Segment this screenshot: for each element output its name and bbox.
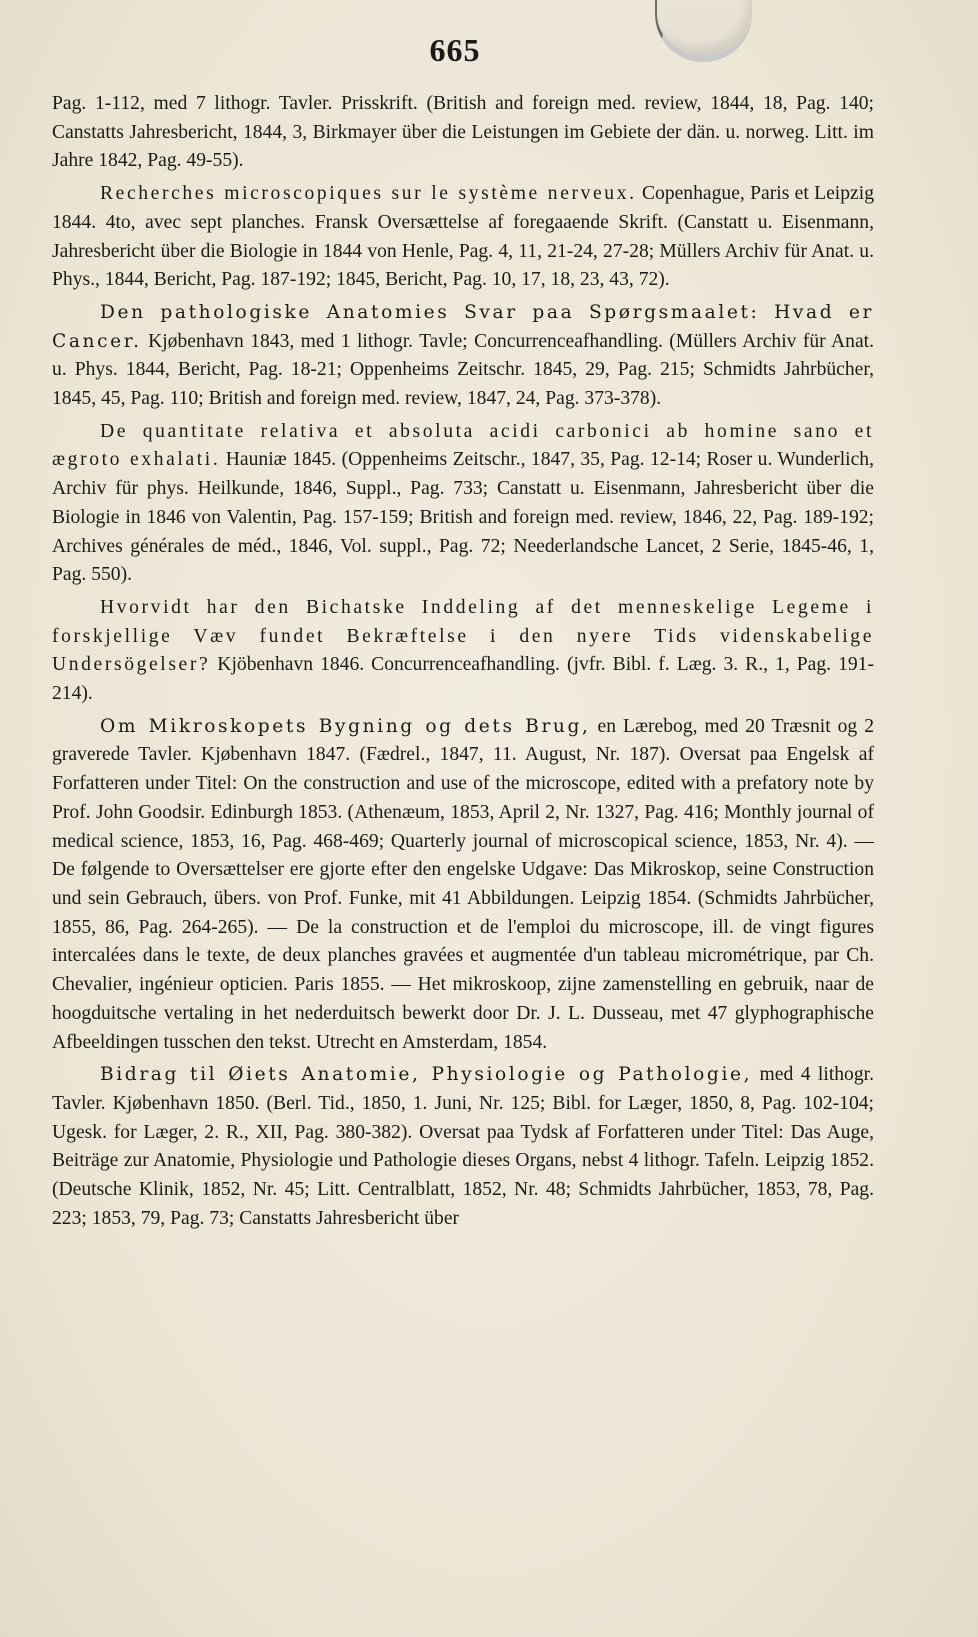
bibliography-entry bbox=[52, 1061, 874, 1233]
entry-text: med 4 lithogr. Tavler. Kjøbenhavn 1850. (Berl. Tid., 1850, 1. Juni, Nr. 125; Bibl. for Læger, 1850, 8, Pag. 102-104; Ugesk. for Læger, 2. R., XII, Pag. 380-382). Oversat paa Tydsk af Forfatteren under Titel: Das Auge, Beiträge zur Anatomie, Physiologie und Pathologie dieses Organs, nebst 4 lithogr. Tafeln. Leipzig 1852. (Deutsche Klinik, 1852, Nr. 45; Litt. Centralblatt, 1852, Nr. 48; Schmidts Jahrbücher, 1853, 78, Pag. 223; 1853, 79, Pag. 73; Canstatts Jahresbericht über bbox=[52, 1064, 874, 1229]
page-number: 665 bbox=[429, 32, 481, 68]
entry-title: Hvorvidt har den Bichatske Inddeling af det menneskelige Legeme i forskjellige Væv fundet Bekræftelse i den nyere Tids videnskabelige Undersögelser? bbox=[52, 596, 874, 676]
entry-title: Den pathologiske Anatomies Svar paa Spørgsmaalet: Hvad er Cancer. bbox=[52, 301, 874, 352]
entry-text: Pag. 1-112, med 7 lithogr. Tavler. Prisskrift. (British and foreign med. review, 1844, 18, Pag. 140; Canstatts Jahresbericht, 1844, 3, Birkmayer über die Leistungen im Gebiete der dän. u. norweg. Litt. im Jahre 1842, Pag. 49-55). bbox=[52, 93, 874, 172]
bibliography-entry bbox=[52, 594, 874, 709]
entry-title: Om Mikroskopets Bygning og dets Brug, bbox=[100, 715, 591, 737]
entry-text: Kjøbenhavn 1843, med 1 lithogr. Tavle; Concurrenceafhandling. (Müllers Archiv für Anat. u. Phys. 1844, Bericht, Pag. 18-21; Oppenheims Zeitschr. 1845, 29, Pag. 215; Schmidts Jahrbücher, 1845, 45, Pag. 110; British and foreign med. review, 1847, 24, Pag. 373-378). bbox=[52, 330, 874, 410]
entry-text: Copenhague, Paris et Leipzig 1844. 4to, avec sept planches. Fransk Oversættelse af foregaaende Skrift. (Canstatt u. Eisenmann, Jahresbericht über die Biologie in 1844 von Henle, Pag. 4, 11, 21-24, 27-28; Müllers Archiv für Anat. u. Phys., 1844, Bericht, Pag. 187-192; 1845, Bericht, Pag. 10, 17, 18, 23, 43, 72). bbox=[52, 183, 874, 291]
bibliography-entry bbox=[52, 713, 874, 1057]
bibliography-entry bbox=[52, 180, 874, 295]
bibliography-entry bbox=[52, 90, 874, 176]
bibliography-entry bbox=[52, 418, 874, 590]
entry-title: Bidrag til Øiets Anatomie, Physiologie og Pathologie, bbox=[100, 1064, 753, 1086]
entry-title: Recherches microscopiques sur le système nerveux. bbox=[100, 183, 637, 205]
bibliography-entry bbox=[52, 299, 874, 414]
entry-text: en Lærebog, med 20 Træsnit og 2 graverede Tavler. Kjøbenhavn 1847. (Fædrel., 1847, 11. August, Nr. 187). Oversat paa Engelsk af Forfatteren under Titel: On the construction and use of the microscope, edited with a prefatory note by Prof. John Goodsir. Edinburgh 1853. (Athenæum, 1853, April 2, Nr. 1327, Pag. 416; Monthly journal of medical science, 1853, 16, Pag. 468-469; Quarterly journal of microscopical science, 1853, Nr. 4). — De følgende to Oversættelser ere gjorte efter den engelske Udgave: Das Mikroskop, seine Construction und sein Gebrauch, übers. von Prof. Funke, mit 41 Abbildungen. Leipzig 1854. (Schmidts Jahrbücher, 1855, 86, Pag. 264-265). — De la construction et de l'emploi du microscope, ill. de vingt figures intercalées dans le texte, de deux planches gravées et augmentée d'un tableau micrométrique, par Ch. Chevalier, ingénieur opticien. Paris 1855. — Het mikroskoop, zijne zamenstelling en gebruik, naar de hoogduitsche vertaling in het nederduitsch bewerkt door Dr. J. L. Dusseau, met 47 glyphographische Afbeeldingen tusschen den tekst. Utrecht en Amsterdam, 1854. bbox=[52, 715, 874, 1053]
entry-text: Hauniæ 1845. (Oppenheims Zeitschr., 1847, 35, Pag. 12-14; Roser u. Wunderlich, Archiv für phys. Heilkunde, 1846, Suppl., Pag. 733; Canstatt u. Eisenmann, Jahresbericht über die Biologie in 1846 von Valentin, Pag. 157-159; British and foreign med. review, 1846, 22, Pag. 189-192; Archives générales de méd., 1846, Vol. suppl., Pag. 72; Neederlandsche Lancet, 2 Serie, 1845-46, 1, Pag. 550). bbox=[52, 449, 874, 586]
entry-text: Kjöbenhavn 1846. Concurrenceafhandling. (jvfr. Bibl. f. Læg. 3. R., 1, Pag. 191-214). bbox=[52, 654, 874, 705]
document-body bbox=[52, 90, 874, 1237]
entry-title: De quantitate relativa et absoluta acidi carbonici ab homine sano et ægroto exhalati. bbox=[52, 420, 874, 471]
